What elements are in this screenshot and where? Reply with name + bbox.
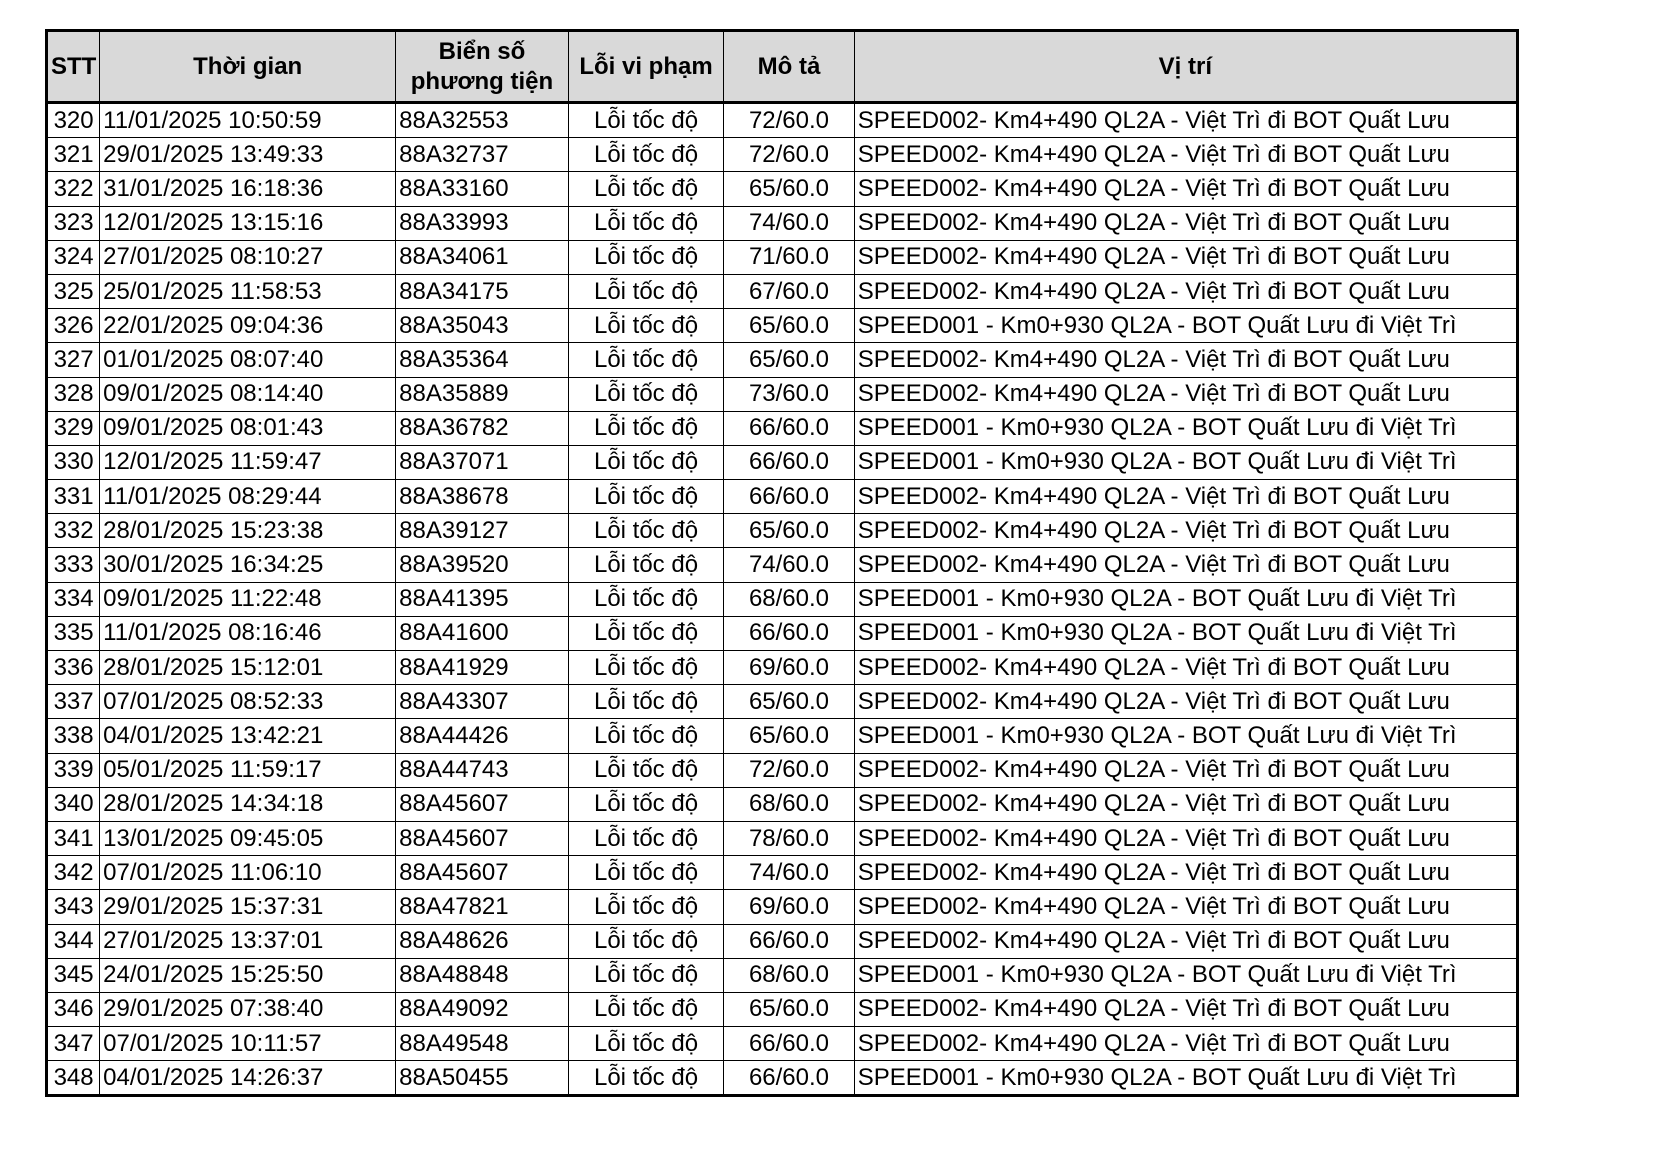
cell-violation: Lỗi tốc độ	[568, 992, 724, 1026]
cell-plate: 88A35889	[396, 377, 569, 411]
cell-time: 09/01/2025 08:14:40	[100, 377, 396, 411]
cell-plate: 88A38678	[396, 480, 569, 514]
cell-location: SPEED002- Km4+490 QL2A - Việt Trì đi BOT Quất Lưu	[854, 377, 1517, 411]
cell-location: SPEED002- Km4+490 QL2A - Việt Trì đi BOT Quất Lưu	[854, 138, 1517, 172]
table-row	[47, 445, 1518, 479]
cell-location: SPEED001 - Km0+930 QL2A - BOT Quất Lưu đi Việt Trì	[854, 719, 1517, 753]
cell-violation: Lỗi tốc độ	[568, 309, 724, 343]
cell-location: SPEED002- Km4+490 QL2A - Việt Trì đi BOT Quất Lưu	[854, 274, 1517, 308]
cell-description: 65/60.0	[724, 719, 854, 753]
cell-stt: 348	[47, 1061, 100, 1096]
cell-violation: Lỗi tốc độ	[568, 206, 724, 240]
cell-stt: 320	[47, 103, 100, 138]
table-row	[47, 274, 1518, 308]
cell-violation: Lỗi tốc độ	[568, 753, 724, 787]
cell-plate: 88A32553	[396, 103, 569, 138]
cell-time: 09/01/2025 08:01:43	[100, 411, 396, 445]
cell-description: 72/60.0	[724, 138, 854, 172]
table-row	[47, 548, 1518, 582]
table-body	[47, 103, 1518, 1096]
table-row	[47, 309, 1518, 343]
table-header	[47, 31, 1518, 103]
cell-stt: 333	[47, 548, 100, 582]
cell-plate: 88A41600	[396, 616, 569, 650]
cell-violation: Lỗi tốc độ	[568, 103, 724, 138]
cell-description: 65/60.0	[724, 309, 854, 343]
table-row	[47, 514, 1518, 548]
cell-location: SPEED002- Km4+490 QL2A - Việt Trì đi BOT Quất Lưu	[854, 992, 1517, 1026]
header-plate-line2: phương tiện	[410, 67, 554, 95]
cell-location: SPEED002- Km4+490 QL2A - Việt Trì đi BOT Quất Lưu	[854, 651, 1517, 685]
cell-time: 22/01/2025 09:04:36	[100, 309, 396, 343]
table-row	[47, 992, 1518, 1026]
cell-description: 65/60.0	[724, 343, 854, 377]
cell-description: 74/60.0	[724, 856, 854, 890]
cell-time: 01/01/2025 08:07:40	[100, 343, 396, 377]
cell-description: 66/60.0	[724, 480, 854, 514]
cell-violation: Lỗi tốc độ	[568, 138, 724, 172]
cell-violation: Lỗi tốc độ	[568, 651, 724, 685]
table-row	[47, 1061, 1518, 1096]
cell-plate: 88A49092	[396, 992, 569, 1026]
cell-stt: 325	[47, 274, 100, 308]
cell-plate: 88A45607	[396, 787, 569, 821]
cell-time: 11/01/2025 08:16:46	[100, 616, 396, 650]
cell-location: SPEED002- Km4+490 QL2A - Việt Trì đi BOT Quất Lưu	[854, 103, 1517, 138]
cell-violation: Lỗi tốc độ	[568, 377, 724, 411]
cell-time: 13/01/2025 09:45:05	[100, 821, 396, 855]
cell-violation: Lỗi tốc độ	[568, 856, 724, 890]
cell-time: 28/01/2025 15:12:01	[100, 651, 396, 685]
cell-violation: Lỗi tốc độ	[568, 582, 724, 616]
cell-stt: 342	[47, 856, 100, 890]
table-row	[47, 651, 1518, 685]
cell-violation: Lỗi tốc độ	[568, 958, 724, 992]
cell-violation: Lỗi tốc độ	[568, 343, 724, 377]
cell-plate: 88A48626	[396, 924, 569, 958]
header-plate	[396, 31, 569, 103]
cell-plate: 88A44426	[396, 719, 569, 753]
cell-violation: Lỗi tốc độ	[568, 445, 724, 479]
table-row	[47, 343, 1518, 377]
cell-time: 12/01/2025 11:59:47	[100, 445, 396, 479]
cell-stt: 331	[47, 480, 100, 514]
cell-location: SPEED002- Km4+490 QL2A - Việt Trì đi BOT Quất Lưu	[854, 685, 1517, 719]
cell-location: SPEED002- Km4+490 QL2A - Việt Trì đi BOT Quất Lưu	[854, 856, 1517, 890]
cell-description: 78/60.0	[724, 821, 854, 855]
cell-stt: 335	[47, 616, 100, 650]
cell-description: 68/60.0	[724, 787, 854, 821]
cell-description: 74/60.0	[724, 548, 854, 582]
cell-description: 66/60.0	[724, 924, 854, 958]
cell-location: SPEED001 - Km0+930 QL2A - BOT Quất Lưu đi Việt Trì	[854, 616, 1517, 650]
cell-description: 72/60.0	[724, 103, 854, 138]
cell-time: 24/01/2025 15:25:50	[100, 958, 396, 992]
cell-location: SPEED001 - Km0+930 QL2A - BOT Quất Lưu đi Việt Trì	[854, 309, 1517, 343]
cell-location: SPEED001 - Km0+930 QL2A - BOT Quất Lưu đi Việt Trì	[854, 582, 1517, 616]
cell-plate: 88A49548	[396, 1027, 569, 1061]
cell-description: 71/60.0	[724, 240, 854, 274]
table-row	[47, 958, 1518, 992]
cell-description: 72/60.0	[724, 753, 854, 787]
cell-time: 31/01/2025 16:18:36	[100, 172, 396, 206]
cell-violation: Lỗi tốc độ	[568, 1061, 724, 1096]
cell-time: 04/01/2025 13:42:21	[100, 719, 396, 753]
table-row	[47, 582, 1518, 616]
cell-stt: 345	[47, 958, 100, 992]
cell-location: SPEED002- Km4+490 QL2A - Việt Trì đi BOT Quất Lưu	[854, 240, 1517, 274]
cell-description: 66/60.0	[724, 1027, 854, 1061]
cell-violation: Lỗi tốc độ	[568, 719, 724, 753]
cell-location: SPEED001 - Km0+930 QL2A - BOT Quất Lưu đi Việt Trì	[854, 1061, 1517, 1096]
cell-plate: 88A41929	[396, 651, 569, 685]
cell-description: 68/60.0	[724, 582, 854, 616]
cell-violation: Lỗi tốc độ	[568, 821, 724, 855]
cell-time: 27/01/2025 08:10:27	[100, 240, 396, 274]
cell-plate: 88A35043	[396, 309, 569, 343]
table-row	[47, 685, 1518, 719]
cell-description: 69/60.0	[724, 651, 854, 685]
cell-plate: 88A41395	[396, 582, 569, 616]
cell-location: SPEED002- Km4+490 QL2A - Việt Trì đi BOT Quất Lưu	[854, 890, 1517, 924]
cell-plate: 88A43307	[396, 685, 569, 719]
table-row	[47, 787, 1518, 821]
cell-stt: 339	[47, 753, 100, 787]
cell-stt: 334	[47, 582, 100, 616]
cell-plate: 88A50455	[396, 1061, 569, 1096]
cell-location: SPEED002- Km4+490 QL2A - Việt Trì đi BOT Quất Lưu	[854, 172, 1517, 206]
table-row	[47, 890, 1518, 924]
cell-stt: 329	[47, 411, 100, 445]
cell-time: 28/01/2025 15:23:38	[100, 514, 396, 548]
cell-time: 27/01/2025 13:37:01	[100, 924, 396, 958]
cell-time: 25/01/2025 11:58:53	[100, 274, 396, 308]
cell-time: 29/01/2025 07:38:40	[100, 992, 396, 1026]
cell-description: 66/60.0	[724, 616, 854, 650]
cell-violation: Lỗi tốc độ	[568, 480, 724, 514]
cell-plate: 88A35364	[396, 343, 569, 377]
table-row	[47, 856, 1518, 890]
cell-location: SPEED002- Km4+490 QL2A - Việt Trì đi BOT Quất Lưu	[854, 206, 1517, 240]
cell-violation: Lỗi tốc độ	[568, 787, 724, 821]
cell-location: SPEED001 - Km0+930 QL2A - BOT Quất Lưu đi Việt Trì	[854, 445, 1517, 479]
table-row	[47, 172, 1518, 206]
table-row	[47, 1027, 1518, 1061]
cell-violation: Lỗi tốc độ	[568, 890, 724, 924]
cell-stt: 337	[47, 685, 100, 719]
cell-stt: 343	[47, 890, 100, 924]
cell-description: 68/60.0	[724, 958, 854, 992]
cell-description: 74/60.0	[724, 206, 854, 240]
cell-violation: Lỗi tốc độ	[568, 411, 724, 445]
header-row	[47, 31, 1518, 103]
cell-plate: 88A33160	[396, 172, 569, 206]
table-row	[47, 240, 1518, 274]
header-location: Vị trí	[854, 31, 1517, 103]
cell-description: 65/60.0	[724, 172, 854, 206]
document-sheet	[45, 29, 1519, 1097]
cell-stt: 327	[47, 343, 100, 377]
cell-violation: Lỗi tốc độ	[568, 1027, 724, 1061]
cell-plate: 88A45607	[396, 821, 569, 855]
cell-stt: 340	[47, 787, 100, 821]
header-plate-line1: Biển số	[438, 37, 526, 65]
cell-description: 67/60.0	[724, 274, 854, 308]
cell-plate: 88A34175	[396, 274, 569, 308]
cell-violation: Lỗi tốc độ	[568, 685, 724, 719]
cell-time: 09/01/2025 11:22:48	[100, 582, 396, 616]
header-time: Thời gian	[100, 31, 396, 103]
cell-stt: 321	[47, 138, 100, 172]
cell-location: SPEED002- Km4+490 QL2A - Việt Trì đi BOT Quất Lưu	[854, 514, 1517, 548]
cell-time: 04/01/2025 14:26:37	[100, 1061, 396, 1096]
table-row	[47, 138, 1518, 172]
header-stt: STT	[47, 31, 100, 103]
cell-time: 07/01/2025 11:06:10	[100, 856, 396, 890]
cell-plate: 88A47821	[396, 890, 569, 924]
cell-violation: Lỗi tốc độ	[568, 172, 724, 206]
cell-stt: 322	[47, 172, 100, 206]
cell-location: SPEED001 - Km0+930 QL2A - BOT Quất Lưu đi Việt Trì	[854, 411, 1517, 445]
cell-description: 66/60.0	[724, 411, 854, 445]
violations-table	[45, 29, 1519, 1097]
cell-location: SPEED002- Km4+490 QL2A - Việt Trì đi BOT Quất Lưu	[854, 753, 1517, 787]
cell-plate: 88A36782	[396, 411, 569, 445]
cell-location: SPEED002- Km4+490 QL2A - Việt Trì đi BOT Quất Lưu	[854, 480, 1517, 514]
cell-location: SPEED001 - Km0+930 QL2A - BOT Quất Lưu đi Việt Trì	[854, 958, 1517, 992]
table-row	[47, 480, 1518, 514]
cell-description: 65/60.0	[724, 992, 854, 1026]
cell-stt: 330	[47, 445, 100, 479]
cell-description: 66/60.0	[724, 1061, 854, 1096]
cell-violation: Lỗi tốc độ	[568, 274, 724, 308]
cell-time: 30/01/2025 16:34:25	[100, 548, 396, 582]
cell-stt: 346	[47, 992, 100, 1026]
table-row	[47, 206, 1518, 240]
table-row	[47, 103, 1518, 138]
cell-stt: 326	[47, 309, 100, 343]
cell-time: 11/01/2025 08:29:44	[100, 480, 396, 514]
cell-plate: 88A34061	[396, 240, 569, 274]
table-row	[47, 753, 1518, 787]
cell-stt: 344	[47, 924, 100, 958]
table-row	[47, 377, 1518, 411]
cell-time: 05/01/2025 11:59:17	[100, 753, 396, 787]
cell-location: SPEED002- Km4+490 QL2A - Việt Trì đi BOT Quất Lưu	[854, 343, 1517, 377]
cell-stt: 328	[47, 377, 100, 411]
cell-time: 11/01/2025 10:50:59	[100, 103, 396, 138]
cell-violation: Lỗi tốc độ	[568, 514, 724, 548]
cell-description: 65/60.0	[724, 685, 854, 719]
cell-time: 07/01/2025 10:11:57	[100, 1027, 396, 1061]
cell-plate: 88A45607	[396, 856, 569, 890]
cell-stt: 336	[47, 651, 100, 685]
header-description: Mô tả	[724, 31, 854, 103]
cell-location: SPEED002- Km4+490 QL2A - Việt Trì đi BOT Quất Lưu	[854, 1027, 1517, 1061]
cell-plate: 88A48848	[396, 958, 569, 992]
cell-description: 66/60.0	[724, 445, 854, 479]
cell-stt: 341	[47, 821, 100, 855]
cell-stt: 332	[47, 514, 100, 548]
cell-time: 12/01/2025 13:15:16	[100, 206, 396, 240]
cell-plate: 88A33993	[396, 206, 569, 240]
table-row	[47, 719, 1518, 753]
cell-violation: Lỗi tốc độ	[568, 616, 724, 650]
header-violation: Lỗi vi phạm	[568, 31, 724, 103]
cell-time: 29/01/2025 13:49:33	[100, 138, 396, 172]
cell-location: SPEED002- Km4+490 QL2A - Việt Trì đi BOT Quất Lưu	[854, 821, 1517, 855]
cell-location: SPEED002- Km4+490 QL2A - Việt Trì đi BOT Quất Lưu	[854, 548, 1517, 582]
cell-stt: 347	[47, 1027, 100, 1061]
cell-description: 65/60.0	[724, 514, 854, 548]
cell-violation: Lỗi tốc độ	[568, 548, 724, 582]
cell-description: 73/60.0	[724, 377, 854, 411]
cell-plate: 88A37071	[396, 445, 569, 479]
table-row	[47, 616, 1518, 650]
cell-time: 07/01/2025 08:52:33	[100, 685, 396, 719]
cell-stt: 324	[47, 240, 100, 274]
cell-plate: 88A39127	[396, 514, 569, 548]
cell-stt: 323	[47, 206, 100, 240]
cell-violation: Lỗi tốc độ	[568, 924, 724, 958]
cell-location: SPEED002- Km4+490 QL2A - Việt Trì đi BOT Quất Lưu	[854, 787, 1517, 821]
cell-plate: 88A39520	[396, 548, 569, 582]
cell-plate: 88A32737	[396, 138, 569, 172]
table-row	[47, 821, 1518, 855]
table-row	[47, 411, 1518, 445]
table-row	[47, 924, 1518, 958]
cell-violation: Lỗi tốc độ	[568, 240, 724, 274]
cell-description: 69/60.0	[724, 890, 854, 924]
cell-time: 28/01/2025 14:34:18	[100, 787, 396, 821]
cell-stt: 338	[47, 719, 100, 753]
cell-plate: 88A44743	[396, 753, 569, 787]
cell-location: SPEED002- Km4+490 QL2A - Việt Trì đi BOT Quất Lưu	[854, 924, 1517, 958]
cell-time: 29/01/2025 15:37:31	[100, 890, 396, 924]
